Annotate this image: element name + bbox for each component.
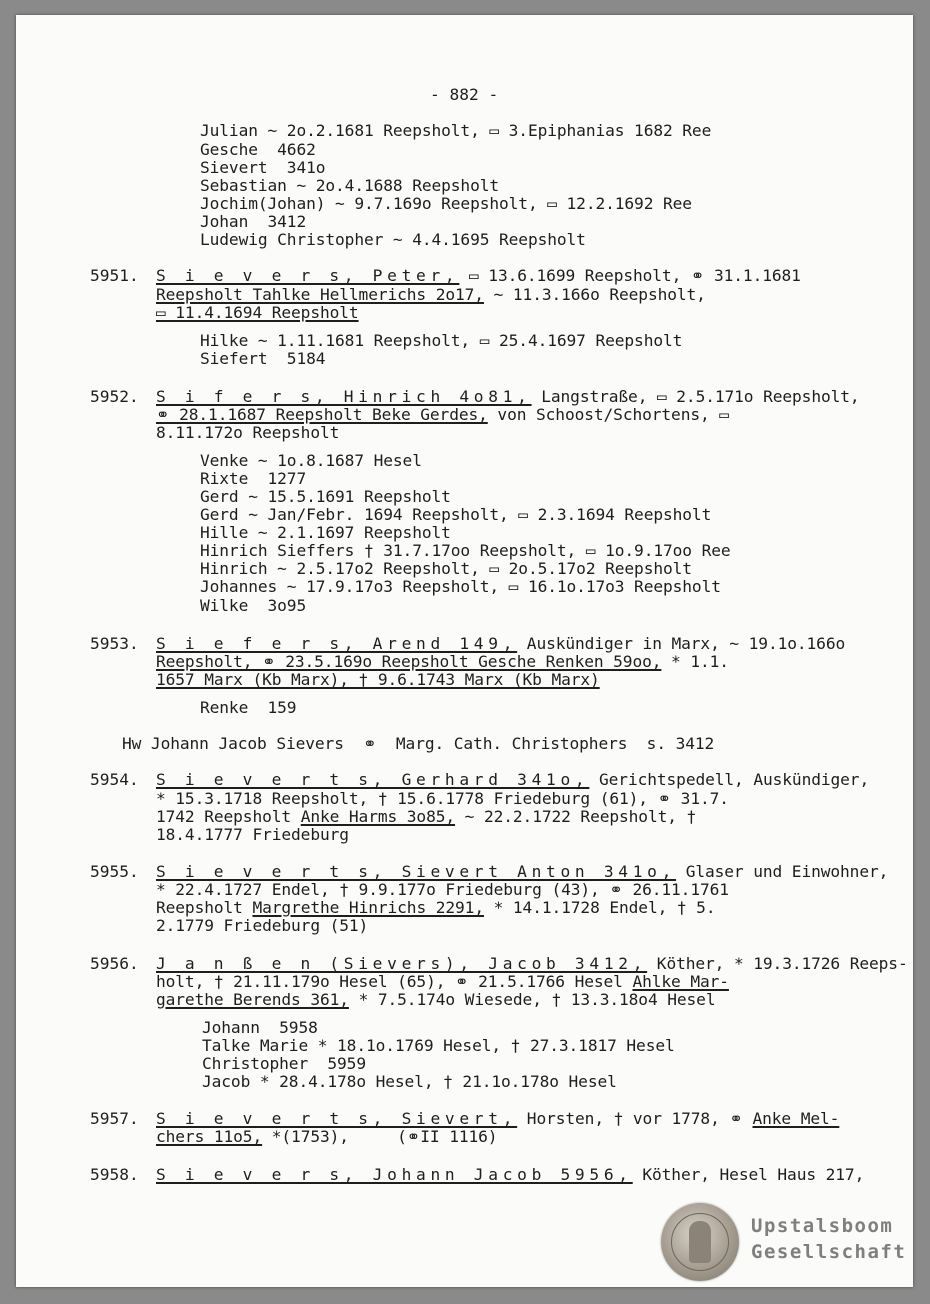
entry-name: S i e f e r s, Arend 149, — [156, 634, 518, 653]
entry-number: 5953. — [90, 634, 139, 653]
entry-line: 18.4.1777 Friedeburg — [156, 825, 349, 844]
entry-line: S i e v e r s, Johann Jacob 5956, Köther, Hesel Haus 217, — [156, 1165, 865, 1184]
entry-name: S i e v e r t s, Sievert, — [156, 1109, 518, 1128]
child-line: Gerd ~ 15.5.1691 Reepsholt — [200, 487, 451, 506]
entry-line: 1657 Marx (Kb Marx), † 9.6.1743 Marx (Kb Marx) — [156, 670, 600, 689]
entry-line: chers 11o5, *(1753), (⚭II 1116) — [156, 1127, 498, 1146]
child-line: Johannes ~ 17.9.17o3 Reepsholt, ▭ 16.1o.17o3 Reepsholt — [200, 577, 721, 596]
entry-name: S i e v e r s, Johann Jacob 5956, — [156, 1165, 633, 1184]
entry-number: 5951. — [90, 266, 139, 285]
entry-line: S i e v e r t s, Sievert, Horsten, † vor 1778, ⚭ Anke Mel- — [156, 1109, 840, 1128]
cross-reference-note: Hw Johann Jacob Sievers ⚭ Marg. Cath. Christophers s. 3412 — [122, 734, 715, 753]
entry-number: 5958. — [90, 1165, 139, 1184]
child-line: Christopher 5959 — [202, 1054, 366, 1073]
entry-number: 5956. — [90, 954, 139, 973]
entry-line: 1742 Reepsholt Anke Harms 3o85, ~ 22.2.1722 Reepsholt, † — [156, 807, 697, 826]
seal-figure — [689, 1221, 711, 1263]
child-line: Hinrich Sieffers † 31.7.17oo Reepsholt, ▭ 1o.9.17oo Ree — [200, 541, 731, 560]
entry-name: S i e v e r s, Peter, — [156, 266, 460, 285]
entry-line: ⚭ 28.1.1687 Reepsholt Beke Gerdes, von Schoost/Schortens, ▭ — [156, 405, 729, 424]
entry-line: holt, † 21.11.179o Hesel (65), ⚭ 21.5.1766 Hesel Ahlke Mar- — [156, 972, 729, 991]
child-line: Johan 3412 — [200, 212, 307, 231]
child-line: Johann 5958 — [202, 1018, 318, 1037]
entry-line: J a n ß e n (Sievers), Jacob 3412, Köther, * 19.3.1726 Reeps- — [156, 954, 908, 973]
entry-name: J a n ß e n (Sievers), Jacob 3412, — [156, 954, 648, 973]
child-line: Sievert 341o — [200, 158, 326, 177]
entry-number: 5952. — [90, 387, 139, 406]
entry-line: S i e f e r s, Arend 149, Auskündiger in Marx, ~ 19.1o.166o — [156, 634, 846, 653]
child-line: Julian ~ 2o.2.1681 Reepsholt, ▭ 3.Epiphanias 1682 Ree — [200, 121, 712, 140]
child-line: Hinrich ~ 2.5.17o2 Reepsholt, ▭ 2o.5.17o2 Reepsholt — [200, 559, 692, 578]
child-line: Gerd ~ Jan/Febr. 1694 Reepsholt, ▭ 2.3.1694 Reepsholt — [200, 505, 712, 524]
entry-line: * 15.3.1718 Reepsholt, † 15.6.1778 Friedeburg (61), ⚭ 31.7. — [156, 789, 729, 808]
child-line: Wilke 3o95 — [200, 596, 307, 615]
entry-line: Reepsholt Tahlke Hellmerichs 2o17, ~ 11.3.166o Reepsholt, — [156, 285, 706, 304]
entry-line: S i e v e r s, Peter, ▭ 13.6.1699 Reepsholt, ⚭ 31.1.1681 — [156, 266, 801, 285]
child-line: Jochim(Johan) ~ 9.7.169o Reepsholt, ▭ 12.2.1692 Ree — [200, 194, 692, 213]
child-line: Ludewig Christopher ~ 4.4.1695 Reepsholt — [200, 230, 586, 249]
entry-line: S i f e r s, Hinrich 4o81, Langstraße, ▭ 2.5.171o Reepsholt, — [156, 387, 860, 406]
watermark-line-1: Upstalsboom — [751, 1215, 894, 1237]
society-seal-icon — [661, 1203, 739, 1281]
entry-name: S i f e r s, Hinrich 4o81, — [156, 387, 532, 406]
entry-line: S i e v e r t s, Gerhard 341o, Gerichtspedell, Auskündiger, — [156, 770, 870, 789]
entry-line: garethe Berends 361, * 7.5.174o Wiesede, † 13.3.18o4 Hesel — [156, 990, 716, 1009]
entry-line: 8.11.172o Reepsholt — [156, 423, 340, 442]
entry-line: 2.1779 Friedeburg (51) — [156, 916, 369, 935]
child-line: Renke 159 — [200, 698, 297, 717]
entry-line: * 22.4.1727 Endel, † 9.9.177o Friedeburg (43), ⚭ 26.11.1761 — [156, 880, 729, 899]
entry-line: S i e v e r t s, Sievert Anton 341o, Glaser und Einwohner, — [156, 862, 889, 881]
child-line: Gesche 4662 — [200, 140, 316, 159]
child-line: Rixte 1277 — [200, 469, 307, 488]
child-line: Sebastian ~ 2o.4.1688 Reepsholt — [200, 176, 500, 195]
document-page — [16, 15, 913, 1287]
entry-number: 5954. — [90, 770, 139, 789]
child-line: Venke ~ 1o.8.1687 Hesel — [200, 451, 422, 470]
entry-number: 5957. — [90, 1109, 139, 1128]
child-line: Jacob * 28.4.178o Hesel, † 21.1o.178o Hesel — [202, 1072, 617, 1091]
page-number: - 882 - — [430, 85, 499, 104]
entry-number: 5955. — [90, 862, 139, 881]
entry-line: ▭ 11.4.1694 Reepsholt — [156, 303, 359, 322]
entry-line: Reepsholt Margrethe Hinrichs 2291, * 14.1.1728 Endel, † 5. — [156, 898, 716, 917]
watermark-text — [751, 1213, 906, 1265]
watermark-line-2: Gesellschaft — [751, 1241, 907, 1263]
entry-name: S i e v e r t s, Sievert Anton 341o, — [156, 862, 677, 881]
child-line: Hilke ~ 1.11.1681 Reepsholt, ▭ 25.4.1697 Reepsholt — [200, 331, 683, 350]
child-line: Hille ~ 2.1.1697 Reepsholt — [200, 523, 451, 542]
child-line: Siefert 5184 — [200, 349, 326, 368]
entry-line: Reepsholt, ⚭ 23.5.169o Reepsholt Gesche Renken 59oo, * 1.1. — [156, 652, 729, 671]
child-line: Talke Marie * 18.1o.1769 Hesel, † 27.3.1817 Hesel — [202, 1036, 675, 1055]
entry-name: S i e v e r t s, Gerhard 341o, — [156, 770, 590, 789]
